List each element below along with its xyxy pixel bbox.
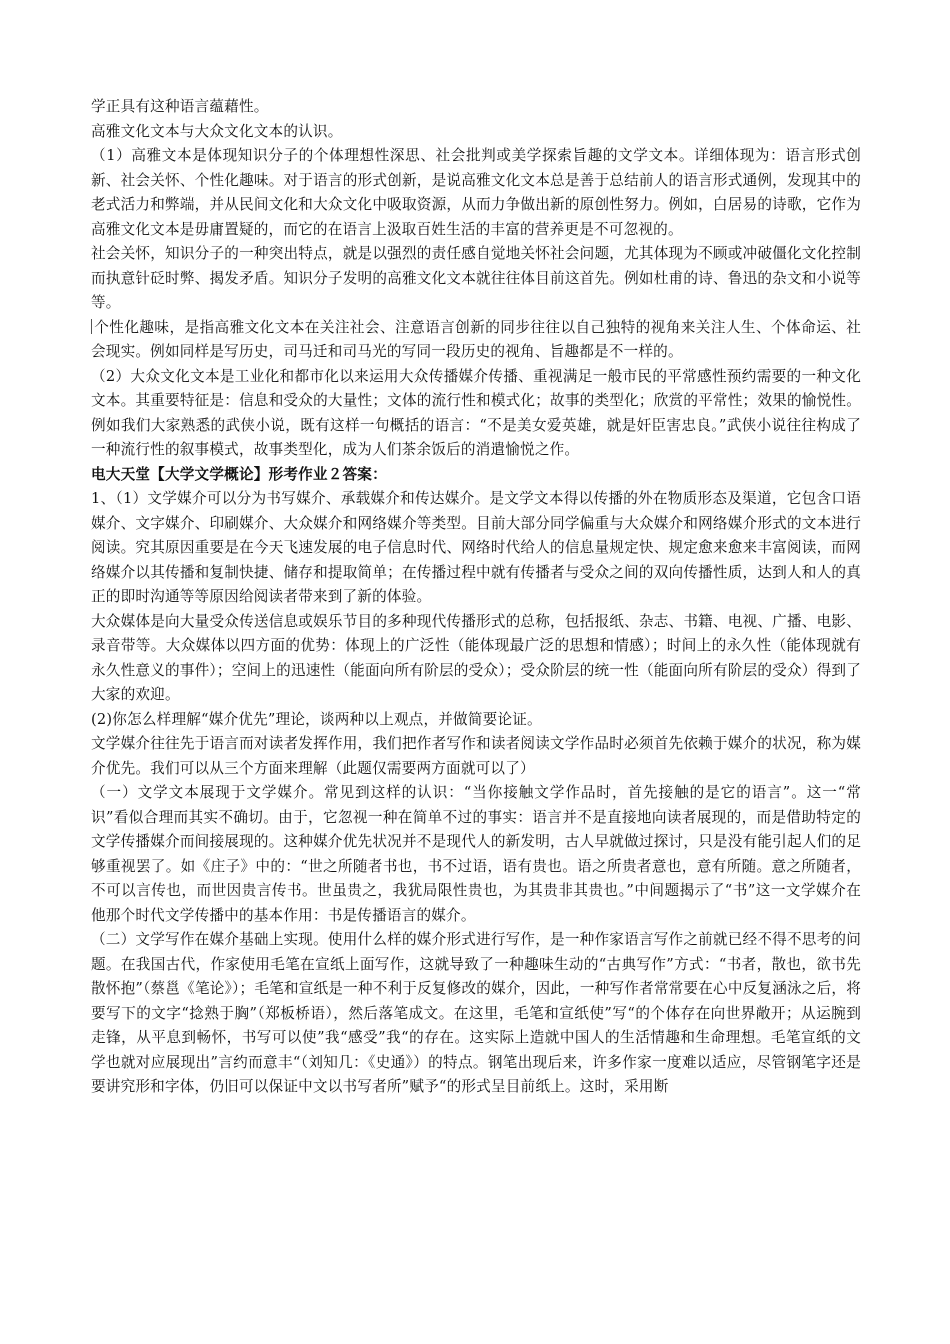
paragraph-point-one: （一）文学文本展现于文学媒介。常见到这样的认识：“当你接触文学作品时，首先接触的是它的语言”。这一“常识”看似合理而其实不确切。由于，它忽视一种在简单不过的事实：语言并不是直接地向读者展现的，而是借助特定的文学传播媒介而间接展现的。这种媒介优先状况并不是现代人的新发明，古人早就做过探讨，只是没有能引起人们的足够重视罢了。如《庄子》中的：“世之所随者书也，书不过语，语有贵也。语之所贵者意也，意有所随。意之所随者，不可以言传也，而世因贵言传书。世虽贵之，我犹局限性贵也，为其贵非其贵也。”中间题揭示了“书”这一文学媒介在他那个时代文学传播中的基本作用：书是传播语言的媒介。 — [91, 784, 861, 924]
paragraph-intro-end: 学正具有这种语言蕴藉性。 — [91, 98, 269, 115]
paragraph-media-priority: 文学媒介往往先于语言而对读者发挥作用，我们把作者写作和读者阅读文学作品时必须首先依赖于媒介的状况，称为媒介优先。我们可以从三个方面来理解（此题仅需要两方面就可以了） — [91, 735, 861, 777]
paragraph-elite-text: （1）高雅文本是体现知识分子的个体理想性深思、社会批判或美学探索旨趣的文学文本。详细体现为：语言形式创新、社会关怀、个性化趣味。对于语言的形式创新，是说高雅文化文本总是善于总结前人的语言形式通例，发现其中的老式活力和弊端，并从民间文化和大众文化中吸取资源，从而力争做出新的原创性努力。例如，白居易的诗歌，它作为高雅文化文本是毋庸置疑的，而它的在语言上汲取百姓生活的丰富的营养更是不可忽视的。 — [91, 147, 861, 238]
text-cursor-icon — [91, 319, 92, 334]
paragraph-media-types: 1、（1）文学媒介可以分为书写媒介、承载媒介和传达媒介。是文学文本得以传播的外在物质形态及渠道，它包含口语媒介、文字媒介、印刷媒介、大众媒介和网络媒介等类型。目前大部分同学偏重与大众媒介和网络媒介形式的文本进行阅读。究其原因重要是在今天飞速发展的电子信息时代、网络时代给人的信息量规定快、规定愈来愈来丰富阅读，而网络媒介以其传播和复制快捷、储存和提取简单；在传播过程中就有传播者与受众之间的双向传播性质，达到人和人的真正的即时沟通等等原因给阅读者带来到了新的体验。 — [91, 490, 861, 605]
document-page — [91, 95, 861, 1100]
paragraph-mass-media: 大众媒体是向大量受众传送信息或娱乐节目的多种现代传播形式的总称，包括报纸、杂志、书籍、电视、广播、电影、录音带等。大众媒体以四方面的优势：体现上的广泛性（能体现最广泛的思想和情感）；时间上的永久性（能体现就有永久性意义的事件）；空间上的迅速性（能面向所有阶层的受众）；受众阶层的统一性（能面向所有阶层的受众）得到了大家的欢迎。 — [91, 612, 861, 703]
paragraph-question: (2)你怎么样理解“媒介优先”理论，谈两种以上观点，并做简要论证。 — [91, 710, 542, 728]
paragraph-point-two: （二）文学写作在媒介基础上实现。使用什么样的媒介形式进行写作，是一种作家语言写作之前就已经不得不思考的问题。在我国古代，作家使用毛笔在宣纸上面写作，这就导致了一种趣味生动的“古典写作”方式：“书者，散也，欲书先散怀抱”（蔡邕《笔论》）；毛笔和宣纸是一种不利于反复修改的媒介，因此，一种写作者常常要在心中反复涵泳之后，将要写下的文字“捻熟于胸”（郑板桥语），然后落笔成文。在这里，毛笔和宣纸使”写“的个体存在向世界敞开；从运腕到走锋，从平息到畅怀，书写可以使”我“感受”我“的存在。这实际上造就中国人的生活情趣和生命理想。毛笔宣纸的文学也就对应展现出”言约而意丰“（刘知几：《史通》）的特点。钢笔出现后来，许多作家一度难以适应，尽管钢笔字还是要讲究形和字体，仍旧可以保证中文以书写者所”赋予“的形式呈目前纸上。这时，采用断 — [91, 931, 861, 1095]
section-heading: 电大天堂【大学文学概论】形考作业２答案： — [91, 465, 387, 483]
paragraph-personal-taste — [91, 316, 861, 365]
paragraph-social-care: 社会关怀，知识分子的一种突出特点，就是以强烈的责任感自觉地关怀社会问题，尤其体现为不顾或冲破僵化文化控制而执意针砭时弊、揭发矛盾。知识分子发明的高雅文化文本就往往体目前这首先。例如杜甫的诗、鲁迅的杂文和小说等等。 — [91, 245, 861, 311]
paragraph-personal-taste-text: 个性化趣味，是指高雅文化文本在关注社会、注意语言创新的同步往往以自己独特的视角来关注人生、个体命运、社会现实。例如同样是写历史，司马迁和司马光的写同一段历史的视角、旨趣都是不一样的。 — [91, 318, 861, 360]
paragraph-popular-text: （2）大众文化文本是工业化和都市化以来运用大众传播媒介传播、重视满足一般市民的平常感性预约需要的一种文化文本。其重要特征是：信息和受众的大量性；文体的流行性和模式化；故事的类型化；欣赏的平常性；效果的愉悦性。例如我们大家熟悉的武侠小说，既有这样一句概括的语言：“不是美女爱英雄，就是奸臣害忠良。”武侠小说往往构成了一种流行性的叙事模式，故事类型化，成为人们茶余饭后的消遣愉悦之作。 — [91, 367, 861, 458]
paragraph-topic: 高雅文化文本与大众文化文本的认识。 — [91, 122, 343, 140]
